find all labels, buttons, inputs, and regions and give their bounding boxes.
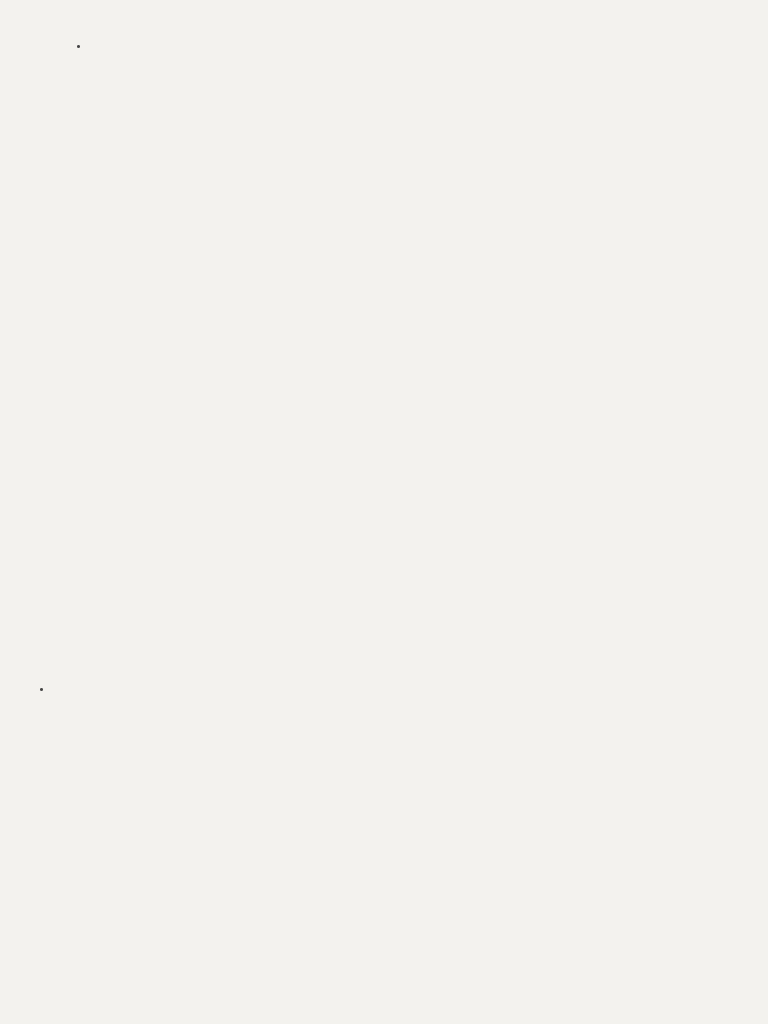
- scan-speck: [77, 45, 80, 48]
- scan-speck: [40, 688, 43, 691]
- contact-directory-sheet: [62, 55, 674, 867]
